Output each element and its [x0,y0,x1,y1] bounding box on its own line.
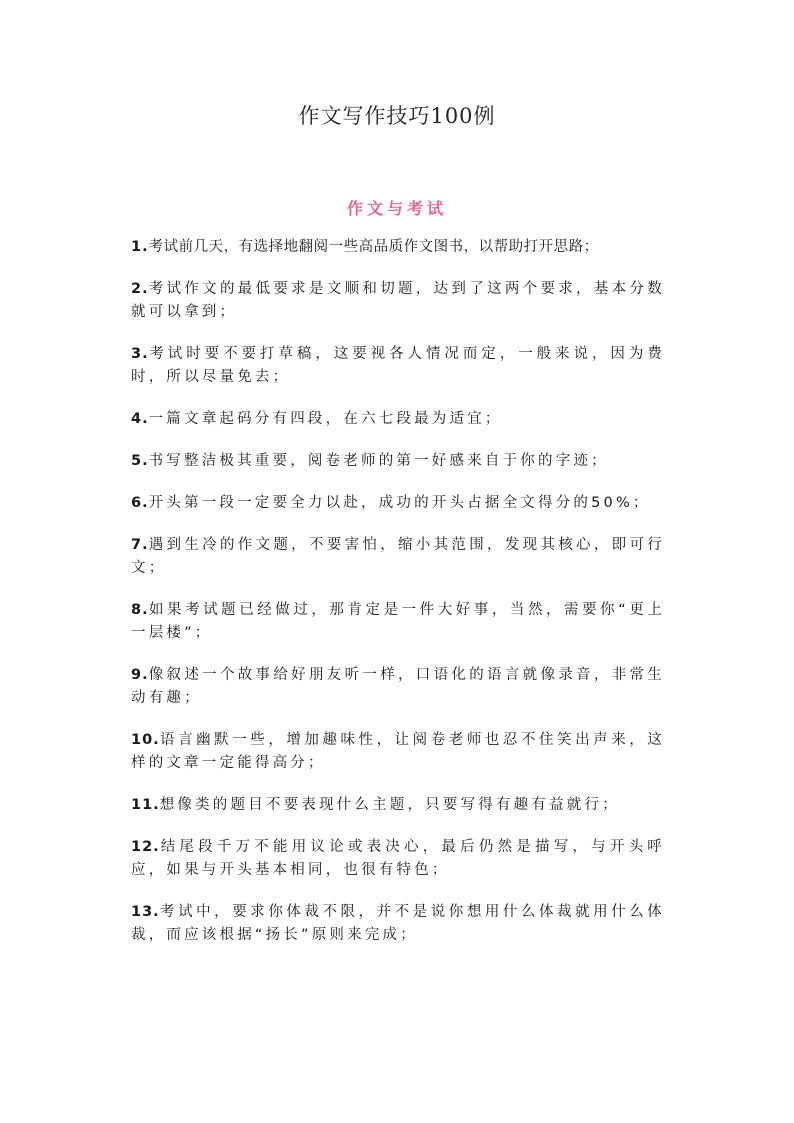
item-text: 书写整洁极其重要，阅卷老师的第一好感来自于你的字迹； [148,453,609,469]
tips-list [131,236,665,966]
item-text: 开头第一段一定要全力以赴，成功的开头占据全文得分的50%； [148,495,651,511]
list-item [131,664,665,710]
item-text: 考试时要不要打草稿，这要视各人情况而定，一般来说，因为费时，所以尽量免去； [131,346,665,385]
list-item [131,836,665,882]
list-item [131,729,665,775]
item-number: 2. [131,281,149,297]
item-text: 考试中，要求你体裁不限，并不是说你想用什么体裁就用什么体裁，而应该根据“扬长”原则来完成； [131,904,665,943]
item-text: 如果考试题已经做过，那肯定是一件大好事，当然，需要你“更上一层楼”； [131,602,665,641]
item-text: 想像类的题目不要表现什么主题，只要写得有趣有益就行； [159,797,620,813]
document-title: 作文写作技巧100例 [298,104,496,128]
item-number: 5. [131,453,149,469]
item-text: 一篇文章起码分有四段，在六七段最为适宜； [148,411,503,427]
item-number: 7. [131,537,149,553]
item-number: 8. [131,602,149,618]
list-item [131,278,665,324]
item-number: 10. [131,732,160,748]
item-number: 3. [131,346,149,362]
list-item [131,236,665,259]
item-text: 语言幽默一些，增加趣味性，让阅卷老师也忍不住笑出声来，这样的文章一定能得高分； [131,732,665,771]
item-number: 13. [131,904,160,920]
item-number: 9. [131,667,149,683]
item-number: 1. [131,239,149,255]
item-number: 4. [131,411,149,427]
list-item [131,343,665,389]
item-text: 考试前几天，有选择地翻阅一些高品质作文图书，以帮助打开思路； [148,239,599,255]
item-text: 结尾段千万不能用议论或表决心，最后仍然是描写，与开头呼应，如果与开头基本相同，也很有特色； [131,839,665,878]
item-text: 遇到生冷的作文题，不要害怕，缩小其范围，发现其核心，即可行文； [131,537,665,576]
section-title: 作文与考试 [346,199,447,218]
item-number: 6. [131,495,149,511]
list-item [131,901,665,947]
list-item [131,534,665,580]
list-item [131,450,665,473]
item-number: 12. [131,839,160,855]
list-item [131,794,665,817]
item-text: 考试作文的最低要求是文顺和切题，达到了这两个要求，基本分数就可以拿到； [131,281,665,320]
list-item [131,492,665,515]
item-number: 11. [131,797,160,813]
list-item [131,599,665,645]
item-text: 像叙述一个故事给好朋友听一样，口语化的语言就像录音，非常生动有趣； [131,667,665,706]
list-item [131,408,665,431]
